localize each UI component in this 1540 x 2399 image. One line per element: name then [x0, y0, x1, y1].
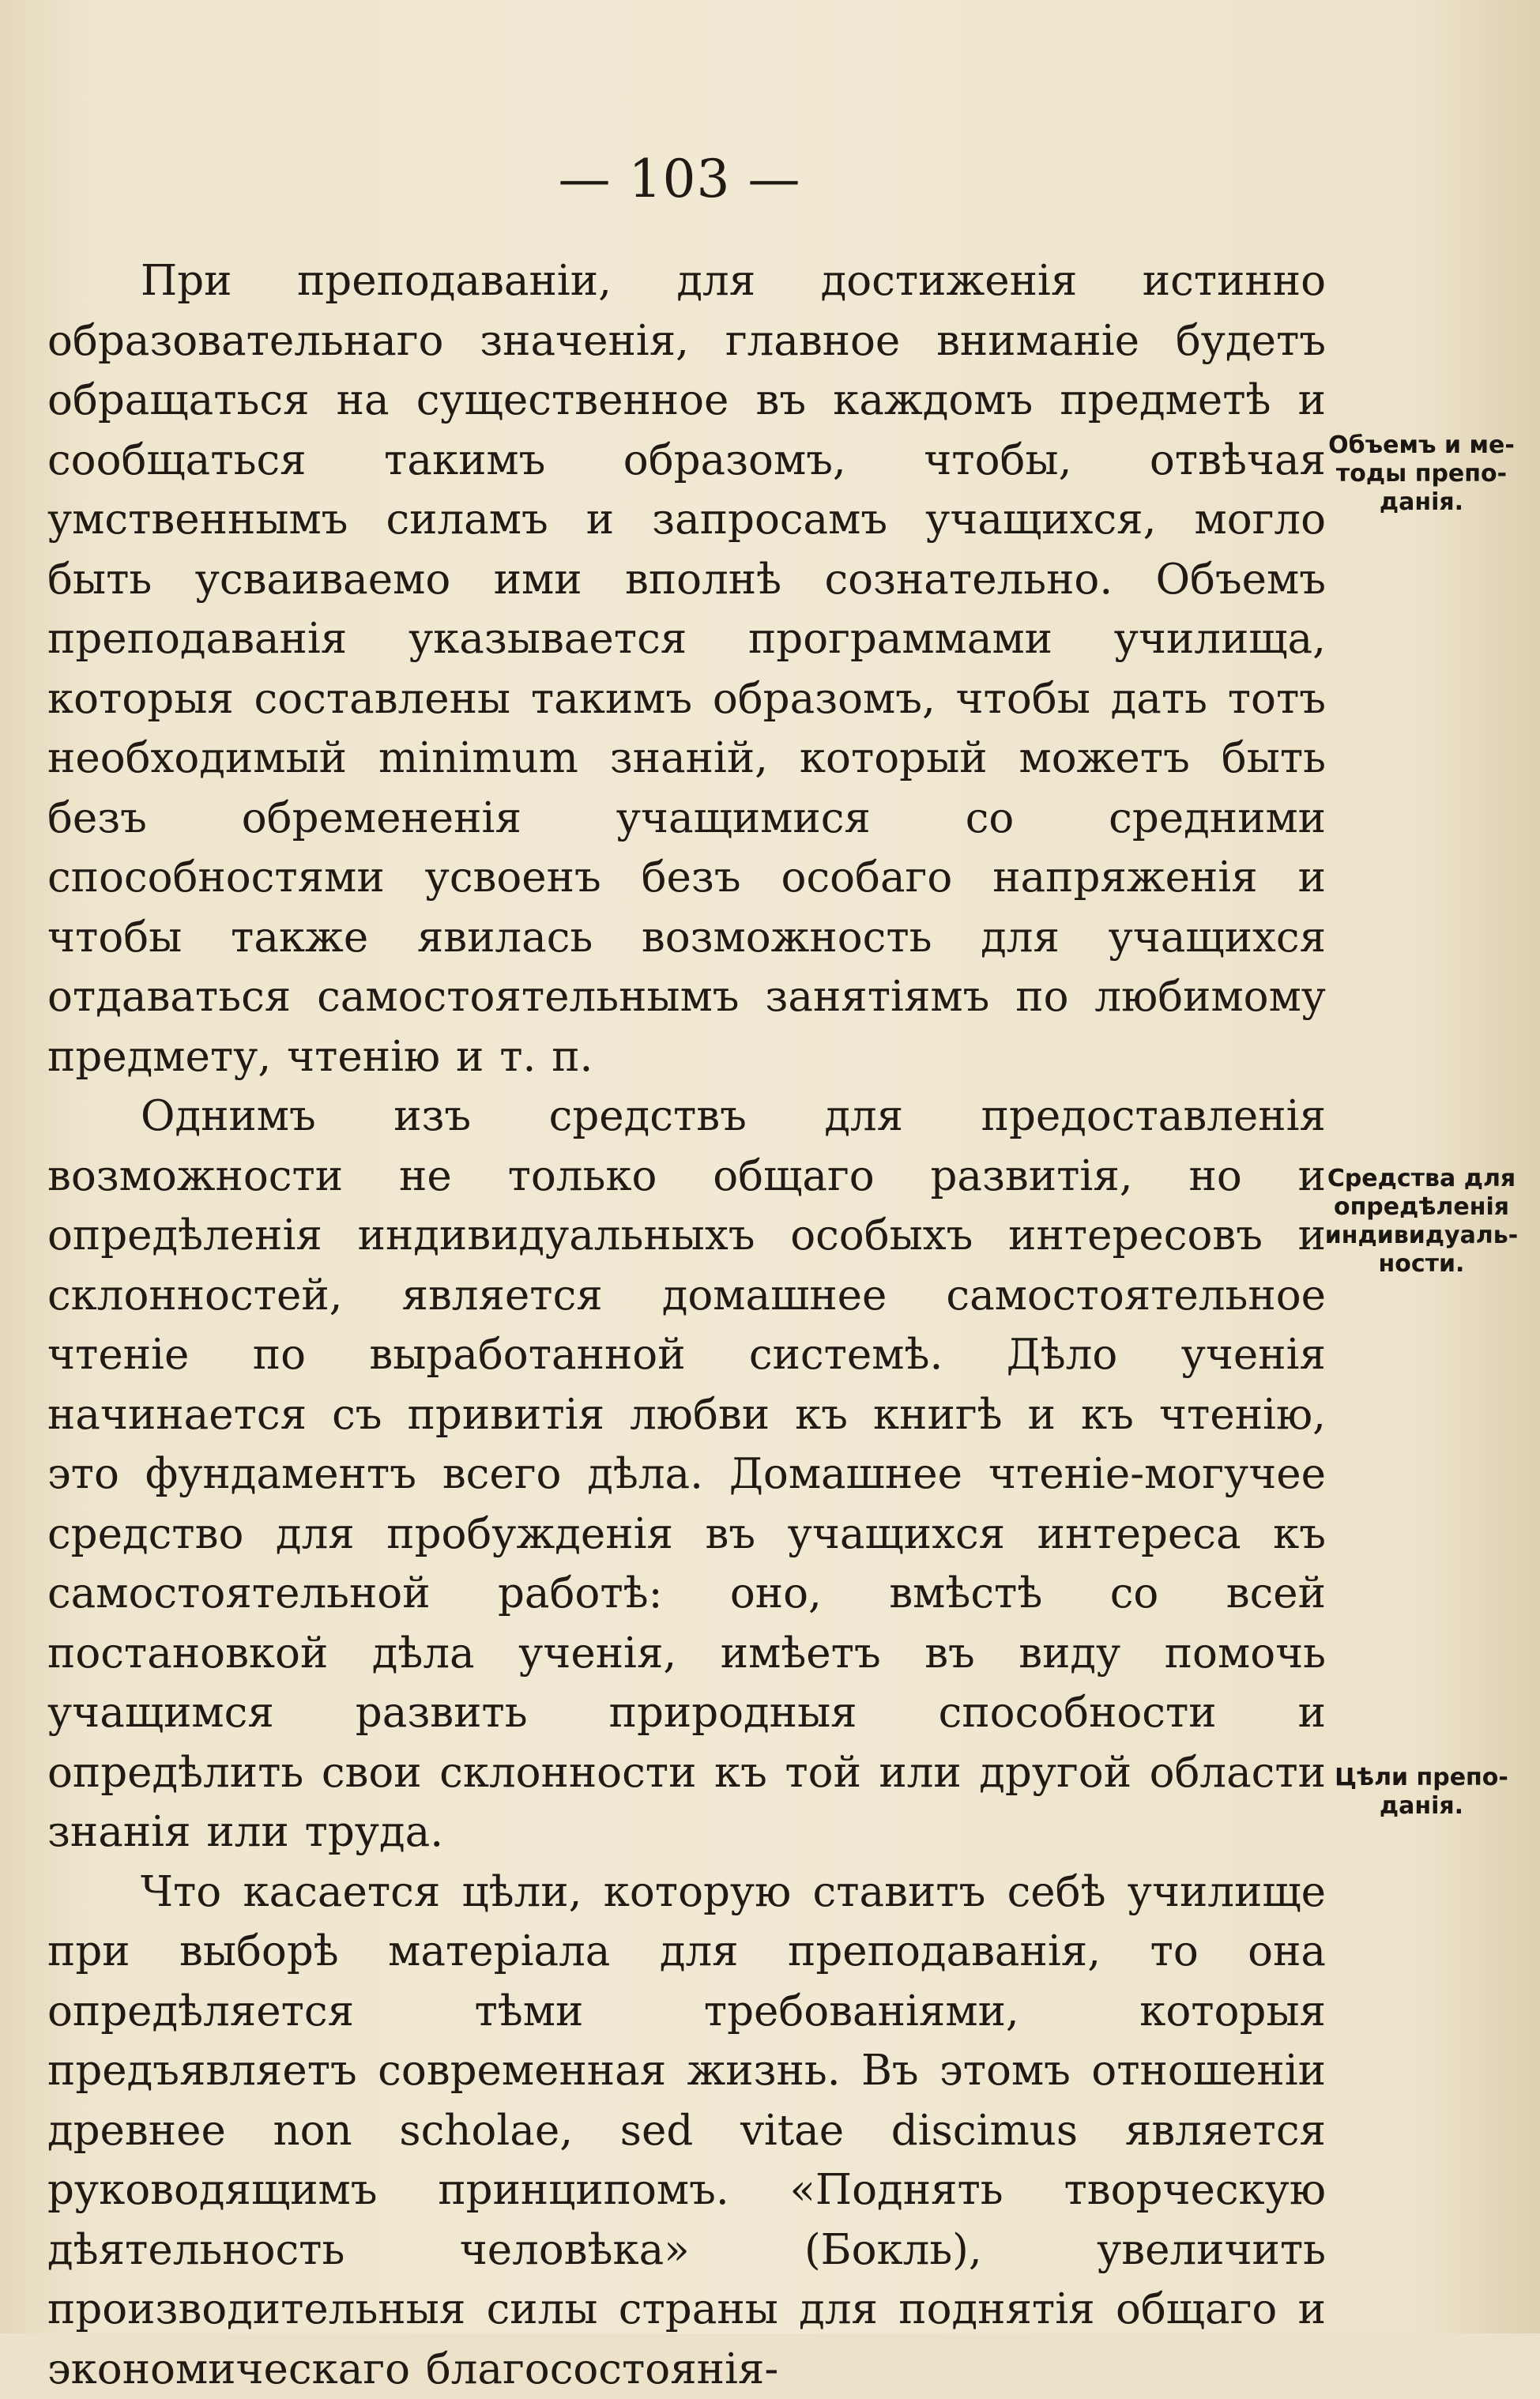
paragraph-2: Однимъ изъ средствъ для предоставленія возможности не только общаго развитія, но и опредѣленія индивидуальныхъ особыхъ интересовъ и склонностей, является домашнее самостоятельное чтеніе по выработанной системѣ. Дѣло ученія начинается съ привитія любви къ книгѣ и къ чтенію, это фундаментъ всего дѣла. Домашнее чтеніе-могучее средство для пробужденія въ учащихся интереса къ самостоятельной работѣ: оно, вмѣстѣ со всей постановкой дѣла ученія, имѣетъ въ виду помочь учащимся развить природныя способности и опредѣлить свои склонности къ той или другой области знанія или труда.: [47, 1087, 1326, 1862]
body-text: [47, 251, 1326, 2399]
side-note-individuality: Средства для опредѣленія индивидуаль- ности.: [1318, 1165, 1525, 1279]
side-note-scope-methods: Объемъ и ме- тоды препо- данія.: [1318, 431, 1525, 517]
paragraph-1: При преподаваніи, для достиженія истинно образовательнаго значенія, главное вниманіе будетъ обращаться на существенное въ каждомъ предметѣ и сообщаться такимъ образомъ, чтобы, отвѣчая умственнымъ силамъ и запросамъ учащихся, могло быть усваиваемо ими вполнѣ сознательно. Объемъ преподаванія указывается программами училища, которыя составлены такимъ образомъ, чтобы дать тотъ необходимый minimum знаній, который можетъ быть безъ обремененія учащимися со средними способностями усвоенъ безъ особаго напряженія и чтобы также явилась возможность для учащихся отдаваться самостоятельнымъ занятіямъ по любимому предмету, чтенію и т. п.: [47, 251, 1326, 1087]
side-note-goals: Цѣли препо- данія.: [1318, 1764, 1525, 1821]
paragraph-3: Что касается цѣли, которую ставитъ себѣ училище при выборѣ матеріала для преподаванія, то она опредѣляется тѣми требованіями, которыя предъявляетъ современная жизнь. Въ этомъ отношеніи древнее non scholae, sed vitae discimus является руководящимъ принципомъ. «Поднять творческую дѣятельность человѣка» (Бокль), увеличить производительныя силы страны для поднятія общаго и экономическаго благосостоянія-: [47, 1862, 1326, 2399]
page-number: — 103 —: [0, 149, 1359, 209]
